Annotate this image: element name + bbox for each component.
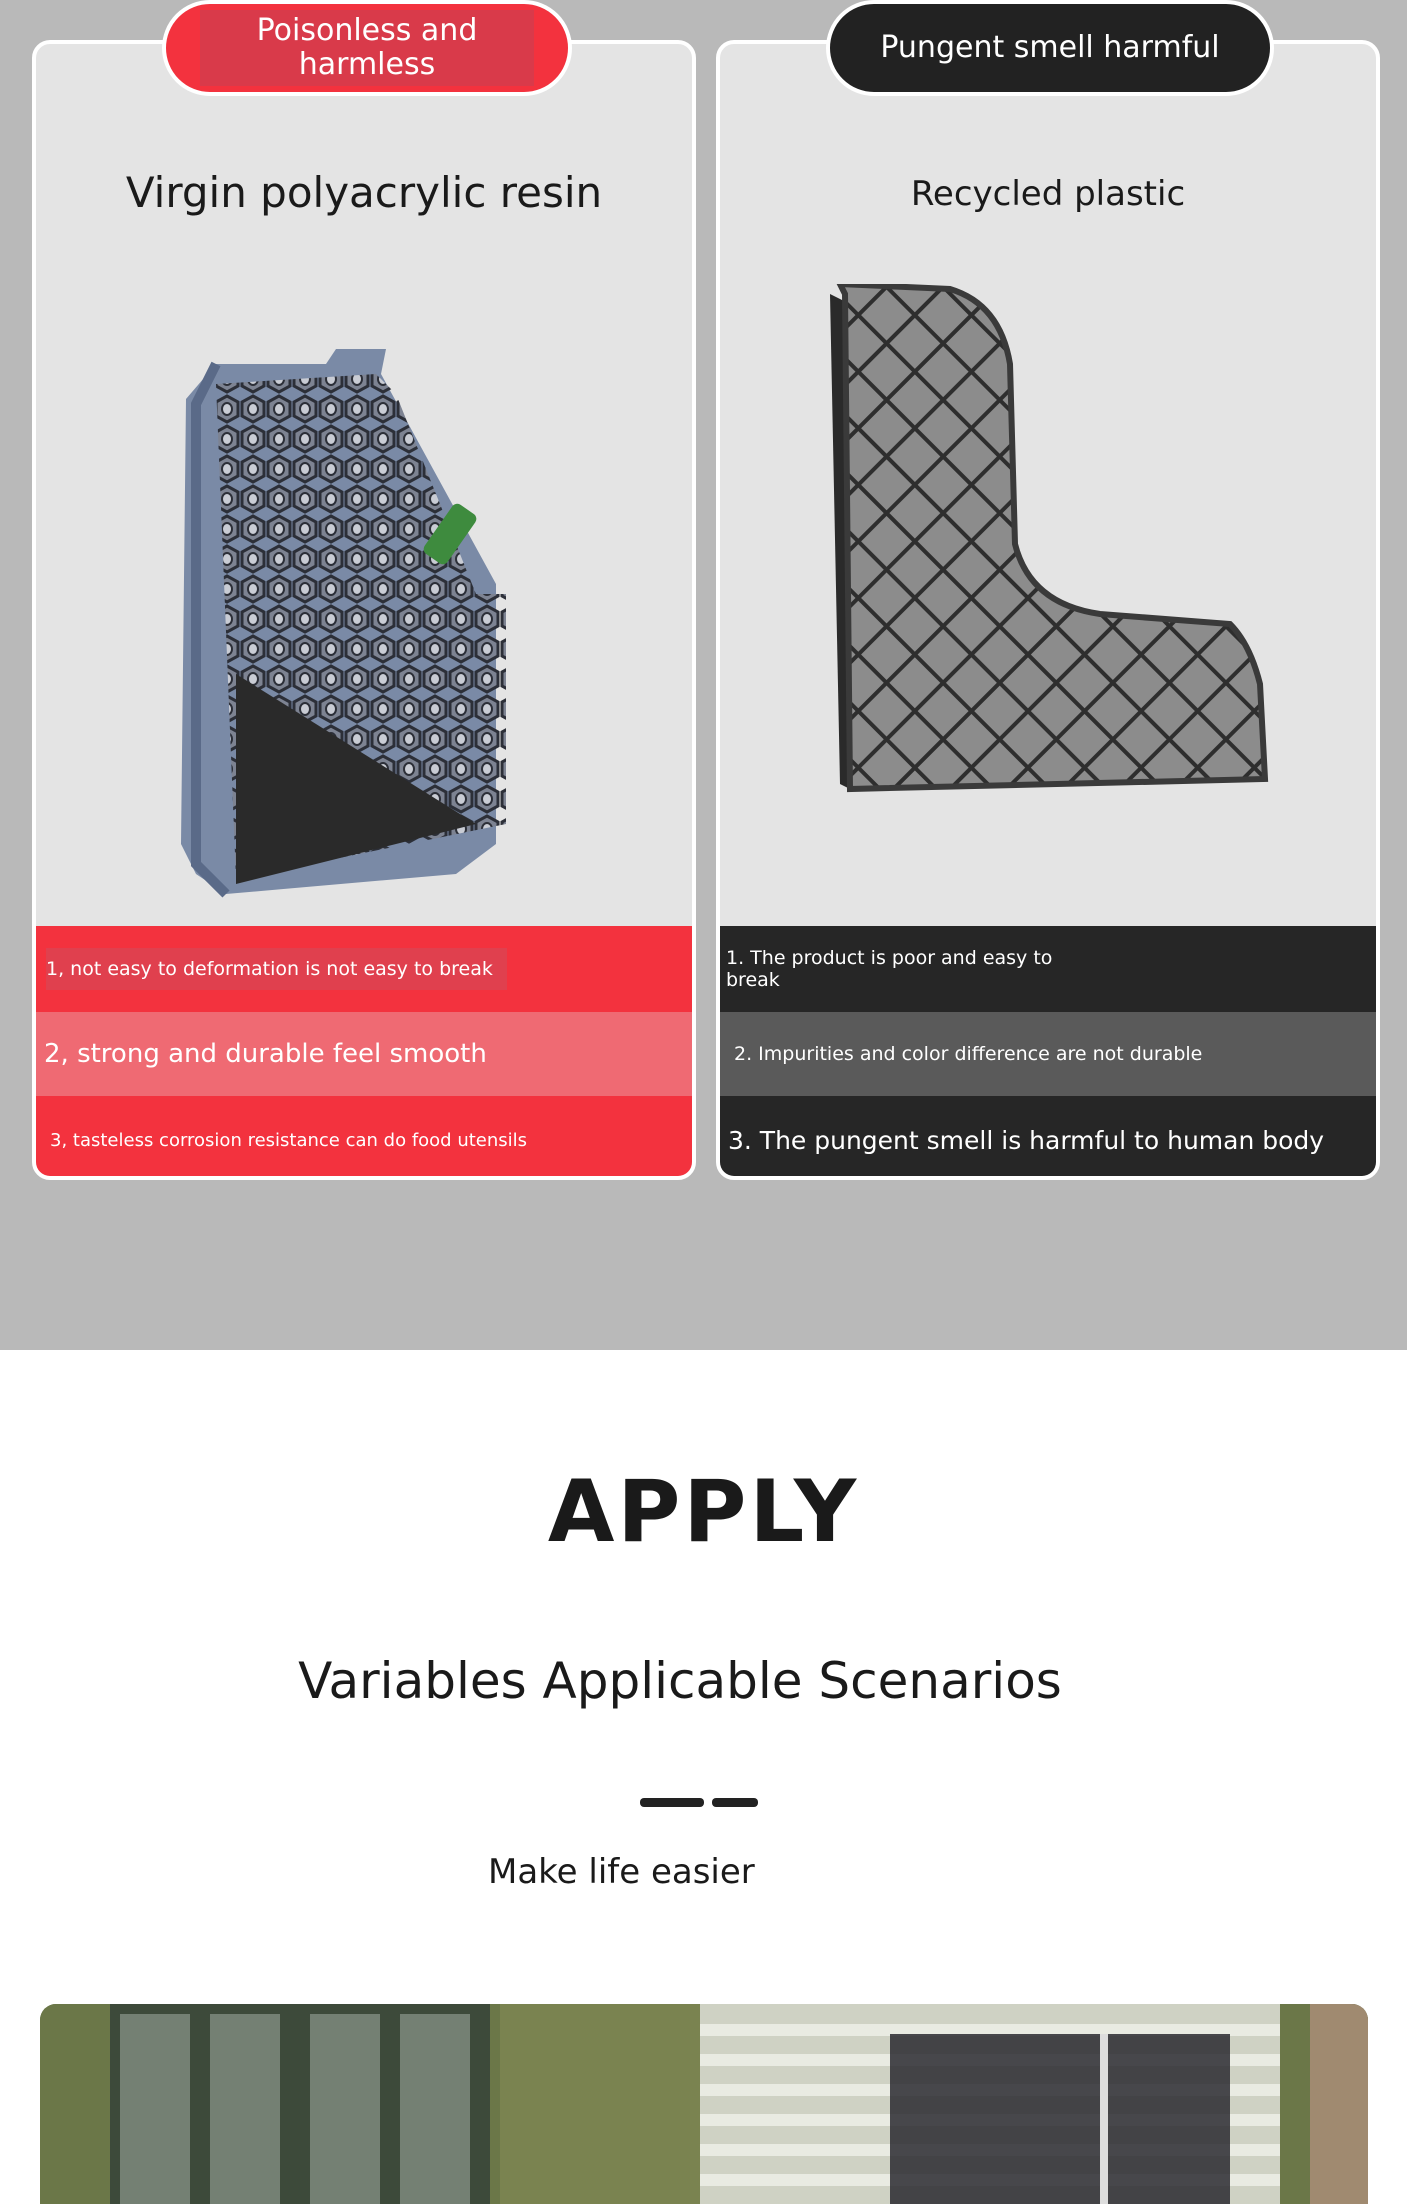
harmful-badge: Pungent smell harmful xyxy=(826,0,1274,96)
right-feature-1: 1. The product is poor and easy to break xyxy=(720,926,1376,1012)
right-feature-2: 2. Impurities and color difference are not durable xyxy=(720,1012,1376,1096)
kitchen-scene-image xyxy=(40,2004,1368,2204)
apply-heading: APPLY xyxy=(547,1462,860,1562)
divider-dash xyxy=(640,1798,704,1807)
right-panel-title: Recycled plastic xyxy=(910,174,1186,214)
recycled-plastic-panel xyxy=(716,40,1380,1180)
left-feature-2: 2, strong and durable feel smooth xyxy=(36,1012,692,1096)
recycled-plastic-product-image xyxy=(830,284,1290,844)
left-panel-title: Virgin polyacrylic resin xyxy=(125,168,603,217)
poisonless-badge: Poisonless and harmless xyxy=(162,0,572,96)
right-feature-3: 3. The pungent smell is harmful to human body xyxy=(720,1096,1376,1180)
divider-dash xyxy=(712,1798,758,1807)
left-feature-1: 1, not easy to deformation is not easy to break xyxy=(36,926,692,1012)
virgin-resin-product-image xyxy=(136,304,656,904)
scenarios-subheading: Variables Applicable Scenarios xyxy=(298,1652,1062,1710)
tagline: Make life easier xyxy=(488,1852,755,1892)
kitchen-scene-illustration xyxy=(40,2004,1368,2204)
left-feature-3: 3, tasteless corrosion resistance can do food utensils xyxy=(36,1096,692,1180)
virgin-resin-panel xyxy=(32,40,696,1180)
